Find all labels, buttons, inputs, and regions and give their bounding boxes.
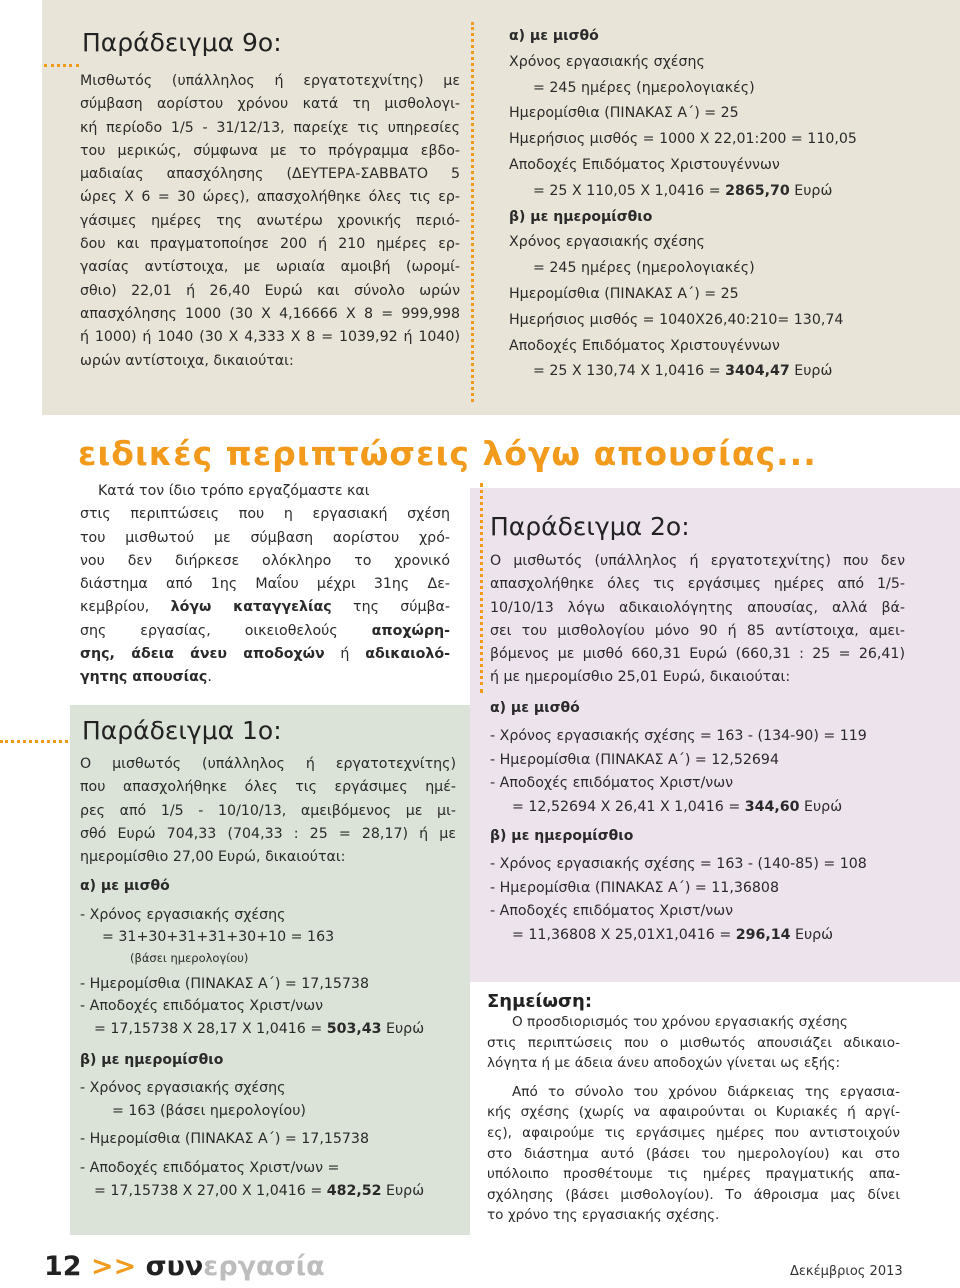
text-line: του μερικώς, σύμφωνα με το πρόγραμμα εβδο- [80,142,460,159]
text-line: που απασχολήθηκε όλες τις εργάσιμες ημέ- [80,779,456,796]
text-line: στο διάστημα αυτό (βάσει του ημερολογίου) και στο [487,1145,900,1162]
text-line: σχόλησης (βάσει μισθολογίου). Το άθροισμα μας δίνει [487,1186,900,1203]
text-line: = 163 (βάσει ημερολογίου) [112,1102,306,1119]
text-line: απασχόλησης 1000 (30 Χ 4,16666 Χ 8 = 999,998 [80,305,460,322]
example9-body [80,70,460,373]
text-line: το χρόνο της εργασιακής σχέσης. [487,1207,720,1224]
text-line: δου και πραγματοποίησε 200 ή 210 ημέρες ερ- [80,236,460,253]
result-value: 482,52 [326,1182,382,1199]
example1-calculations [80,875,460,1202]
text-line: Από το σύνολο του χρόνου διάρκειας της εργασια- [512,1083,900,1100]
unit: Ευρώ [799,798,843,815]
text-line: κή περίοδο 1/5 - 31/12/13, παρείχε τις υπηρεσίες [80,119,460,136]
note-title: Σημείωση: [487,991,593,1012]
result-value: 2865,70 [725,182,790,199]
emphasis: λόγω καταγγελίας [170,599,332,616]
text-line: Ημερήσιος μισθός = 1040Χ26,40:210= 130,74 [509,311,844,328]
text-line: γασίας αντίστοιχα, με ωριαία αμοιβή (ωρομί- [80,259,460,276]
text-line: Ημερομίσθια (ΠΙΝΑΚΑΣ Α΄) = 25 [509,285,739,302]
dotted-rule [471,22,474,402]
dotted-rule [44,64,79,67]
dotted-rule [480,483,483,693]
text-line: του μισθωτού με σύμβαση αορίστου χρό- [80,529,450,546]
emphasis: αποχώρη- [371,622,450,639]
text-line: ώρες Χ 6 = 30 ώρες), απασχολήθηκε όλες τις ερ- [80,189,460,206]
text-line: Αποδοχές Επιδόματος Χριστουγέννων [509,337,780,354]
text-line: μαδιαίας απασχόλησης (ΔΕΥΤΕΡΑ-ΣΑΒΒΑΤΟ 5 [80,166,460,183]
page-number: 12 [44,1251,82,1282]
text-line: στις περιπτώσεις που ο μισθωτός απουσιάζει αδικαιο- [487,1034,900,1051]
formula: = 25 Χ 110,05 Χ 1,0416 = [533,182,726,199]
subheading-daily-wage: β) με ημερομίσθιο [509,208,653,225]
emphasis: σης, άδεια άνευ αποδοχών [80,646,325,663]
unit: Ευρώ [381,1182,425,1199]
text-line: - Αποδοχές επιδόματος Χριστ/νων = [80,1159,340,1176]
text-line [80,643,450,666]
text-line: Ο μισθωτός (υπάλληλος ή εργατοτεχνίτης) [80,756,456,772]
text-line [80,596,450,619]
text-line: = 245 ημέρες (ημερολογιακές) [533,79,755,96]
text-line: ή με ημερομίσθιο 25,01 Ευρώ, δικαιούται: [490,669,791,686]
text-line: - Αποδοχές επιδόματος Χριστ/νων [490,903,733,920]
formula: = 11,36808 Χ 25,01Χ1,0416 = [512,926,736,943]
text-line: ωρών αντίστοιχα, δικαιούται: [80,352,294,369]
text-line: γάσιμες ημέρες της ανωτέρω χρονικής περιό- [80,212,460,229]
text-line: Ημερομίσθια (ΠΙΝΑΚΑΣ Α΄) = 25 [509,105,739,122]
text-line: - Χρόνος εργασιακής σχέσης = 163 - (134-90) = 119 [490,728,867,745]
example9-calculations [509,24,949,385]
text-line: - Χρόνος εργασιακής σχέσης [80,906,286,923]
text-line: - Αποδοχές επιδόματος Χριστ/νων [80,998,323,1015]
unit: Ευρώ [789,182,833,199]
text-line: Ημερήσιος μισθός = 1000 Χ 22,01:200 = 110,05 [509,131,857,148]
text-line: - Ημερομίσθια (ΠΙΝΑΚΑΣ Α΄) = 12,52694 [490,751,779,768]
text-line: σει του μισθολογίου μόνο 90 ή 85 αντίστοιχα, αμει- [490,622,905,639]
text-run: κεμβρίου, [80,599,171,616]
dotted-rule [0,740,68,743]
text-line: - Ημερομίσθια (ΠΙΝΑΚΑΣ Α΄) = 11,36808 [490,879,779,896]
note-body [487,1012,900,1226]
subheading-salary: α) με μισθό [80,878,170,894]
formula: = 25 Χ 130,74 Χ 1,0416 = [533,363,726,380]
text-line: Ο προσδιορισμός του χρόνου εργασιακής σχέσης [512,1014,848,1030]
result-line [490,796,930,819]
result-value: 344,60 [744,798,800,815]
text-line: = 31+30+31+31+30+10 = 163 [102,929,335,946]
special-body [80,480,450,690]
result-line [80,1018,460,1041]
brand-suffix: εργασία [203,1251,325,1282]
text-line: βόμενος με μισθό 660,31 Ευρώ (660,31 : 25 = 26,41) [490,646,905,663]
text-run: . [207,669,212,686]
text-line: ημερομίσθιο 27,00 Ευρώ, δικαιούται: [80,849,346,866]
unit: Ευρώ [789,363,833,380]
text-line: στις περιπτώσεις που η εργασιακή σχέση [80,506,450,523]
example9-title: Παράδειγμα 9ο: [82,28,282,57]
text-note: (βάσει ημερολογίου) [130,950,249,965]
text-line: Χρόνος εργασιακής σχέσης [509,53,705,70]
example2-title: Παράδειγμα 2ο: [490,512,690,541]
text-line: - Ημερομίσθια (ΠΙΝΑΚΑΣ Α΄) = 17,15738 [80,975,369,992]
unit: Ευρώ [381,1020,425,1037]
text-line: 10/10/13 λόγω αδικαιολόγητης απουσίας, αλλά βά- [490,599,905,616]
text-line: - Χρόνος εργασιακής σχέσης = 163 - (140-85) = 108 [490,856,867,873]
text-line: ες), αφαιρούμε τις εργάσιμες ημέρες που αντιστοιχούν [487,1124,900,1141]
subheading-daily-wage: β) με ημερομίσθιο [80,1051,224,1068]
example1-body [80,753,456,869]
text-run: σης εργασίας, οικειοθελούς [80,622,372,639]
result-value: 296,14 [735,926,791,943]
result-line [490,924,930,947]
text-line: Ο μισθωτός (υπάλληλος ή εργατοτεχνίτης) που δεν [490,553,905,569]
example2-calculations [490,697,930,947]
brand-prefix: συν [145,1251,204,1282]
text-line [80,666,450,689]
result-value: 503,43 [326,1020,382,1037]
emphasis: αδικαιολό- [365,646,450,663]
text-line: υπόλοιπο προσθέτουμε τις ημέρες πραγματικής απα- [487,1166,900,1183]
formula: = 17,15738 Χ 28,17 Χ 1,0416 = [94,1020,327,1037]
section-heading: ειδικές περιπτώσεις λόγω απουσίας... [78,434,817,473]
text-line: Κατά τον ίδιο τρόπο εργαζόμαστε και [98,483,370,499]
arrows-glyph: >> [90,1251,137,1282]
example1-title: Παράδειγμα 1ο: [82,716,282,745]
text-line: = 245 ημέρες (ημερολογιακές) [533,260,755,277]
text-line: σύμβαση αορίστου χρόνου κατά τη μισθολογι- [80,96,460,113]
text-line: Χρόνος εργασιακής σχέσης [509,234,705,251]
example2-body [490,550,905,690]
text-run: ή [324,646,366,663]
text-line: σθιο) 22,01 ή 26,40 Ευρώ και σύνολο ωρών [80,282,460,299]
subheading-salary: α) με μισθό [490,700,580,716]
formula: = 17,15738 Χ 27,00 Χ 1,0416 = [94,1182,327,1199]
result-line [509,359,949,385]
text-line: Μισθωτός (υπάλληλος ή εργατοτεχνίτης) με [80,73,460,89]
text-line: - Χρόνος εργασιακής σχέσης [80,1080,286,1097]
formula: = 12,52694 Χ 26,41 Χ 1,0416 = [512,798,745,815]
text-line: απασχολήθηκε όλες τις εργάσιμες ημέρες από 1/5- [490,576,905,593]
text-line: - Ημερομίσθια (ΠΙΝΑΚΑΣ Α΄) = 17,15738 [80,1131,369,1148]
result-value: 3404,47 [725,363,790,380]
text-line: κής σχέσης (χωρίς να αφαιρούνται οι Κυριακές ή αργί- [487,1104,900,1121]
text-run: της σύμβα- [331,599,450,616]
text-line [80,620,450,643]
issue-date: Δεκέμβριος 2013 [790,1264,903,1279]
text-line: σθό Ευρώ 704,33 (704,33 : 25 = 28,17) ή με [80,825,456,842]
text-line: Αποδοχές Επιδόματος Χριστουγέννων [509,156,780,173]
result-line [509,179,949,205]
text-line: ρες από 1/5 - 10/10/13, αμειβόμενος με μι- [80,802,456,819]
subheading-daily-wage: β) με ημερομίσθιο [490,828,634,845]
text-line: - Αποδοχές επιδόματος Χριστ/νων [490,775,733,792]
text-line: διάστημα από 1ης Μαΐου μέχρι 31ης Δε- [80,576,450,593]
text-line: νου δεν διήρκεσε ολόκληρο το χρονικό [80,552,450,569]
result-line [80,1180,460,1203]
text-line: λόγητα ή με άδεια άνευ αποδοχών γίνεται ως εξής: [487,1055,841,1072]
subheading-salary: α) με μισθό [509,28,599,44]
unit: Ευρώ [790,926,834,943]
emphasis: γητης απουσίας [80,669,208,686]
text-line: ή 1000) ή 1040 (30 Χ 4,333 Χ 8 = 1039,92 ή 1040) [80,329,460,346]
